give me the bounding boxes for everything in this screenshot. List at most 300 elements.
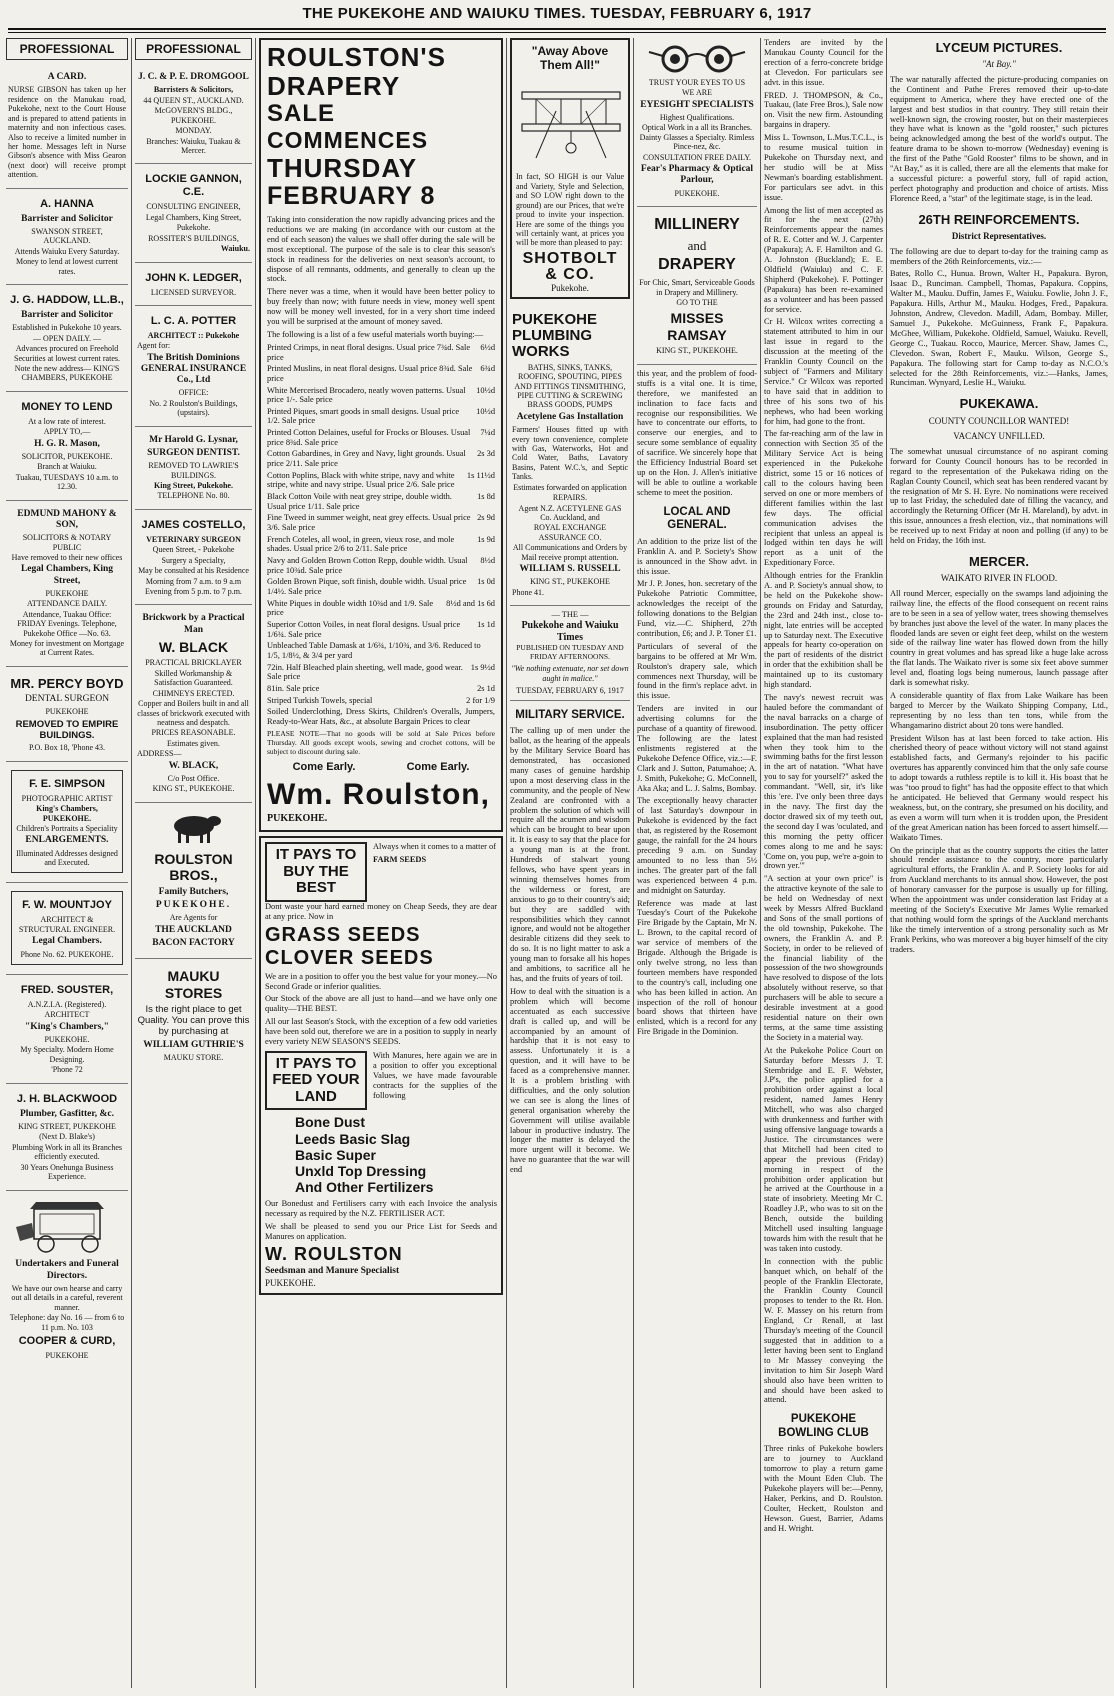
ad-name: COOPER & CURD, bbox=[18, 1335, 116, 1348]
ad-optical: Optical Work in a all its Branches. Dainty Glasses a Specialty. Rimless Pince-nez, &c. bbox=[639, 123, 755, 152]
ad-name: J. G. HADDOW, LL.B., bbox=[10, 294, 124, 307]
ad-dromgool bbox=[135, 64, 252, 164]
column-rule bbox=[255, 38, 256, 1688]
ad-name: J. H. BLACKWOOD bbox=[16, 1092, 118, 1105]
ad-sub: SOLICITORS & NOTARY PUBLIC bbox=[22, 533, 112, 552]
sale-item-price: 8½d bbox=[480, 556, 495, 565]
grass-seeds: GRASS SEEDS bbox=[265, 923, 421, 946]
ad-simpson bbox=[6, 762, 128, 884]
ad-spec: Children's Portraits a Speciality bbox=[16, 823, 118, 833]
ad-drapery: DRAPERY bbox=[658, 256, 736, 274]
sale-item-price: 2 for 1/9 bbox=[466, 695, 495, 705]
ad-goto: GO TO THE bbox=[676, 297, 718, 307]
ad-name: MR. PERCY BOYD bbox=[10, 675, 124, 691]
article-paragraph: The war naturally affected the picture-producing companies on the Continent and Pathe Freres removed their up-to-date equipment to America, where they have erected one of the largest and best studios in that country. They still retain their well-known sign, the crowing rooster, but on their masterpieces they have what is known as the "gold rooster," such pictures being acknowledged among the best of the world's output. The feature drama to be shown to-morrow (Wednesday) evening is the first of the Pathe "Gold Rooster" films to be shown, and in "At Bay," as it is called, there are all the elements that make for a successful picture: a powerful story, full of rapid action, perfect photography and production and choice of artists. Miss Florence Reed, a "star" of the legitimate stage, is in the lead. bbox=[890, 74, 1108, 203]
ad-office: Legal Chambers, King Street, bbox=[20, 564, 114, 586]
ad-name: EDMUND MAHONY & SON, bbox=[17, 508, 117, 530]
ad-head: TRUST YOUR EYES TO US bbox=[648, 77, 746, 87]
article-paragraph: Mr J. P. Jones, hon. secretary of the Pukekohe Patriotic Committee, acknowledges the receipt of the following donations to the Belgian Fund, viz.—C. Shipherd, 27th contribution, £6; and J. P. Toner £1. bbox=[637, 579, 757, 638]
article-paragraph: Tenders are invited by the Manukau County Council for the erection of a ferro-concrete bridge at Clevedon. For particulars see advt. in this issue. bbox=[764, 38, 883, 87]
ad-addr: SWANSON STREET, AUCKLAND. bbox=[31, 226, 103, 246]
sale-item-price: 8½d and 1s 6d bbox=[446, 598, 495, 608]
article-subhead: "At Bay." bbox=[982, 59, 1016, 70]
masthead-rule-thin bbox=[8, 32, 1106, 33]
fertilizer-item: Bone Dust bbox=[295, 1114, 365, 1131]
sale-item-desc: Printed Crimps, in neat floral designs. Usual price 7¾d. Sale price bbox=[267, 342, 471, 362]
ad-town: PUKEKOHE bbox=[45, 588, 89, 598]
biplane-illustration bbox=[516, 76, 626, 168]
ad-name: MISSES RAMSAY bbox=[667, 310, 727, 343]
ad-chimneys: CHIMNEYS ERECTED. bbox=[152, 688, 235, 698]
column-rule bbox=[633, 38, 634, 1688]
ad-millinery: MILLINERY bbox=[654, 216, 740, 234]
ad-place: McGOVERN'S BLDG., PUKEKOHE. bbox=[154, 106, 233, 125]
ad-consult: May be consulted at his Residence bbox=[138, 566, 249, 576]
sale-item-price: 10½d bbox=[476, 406, 495, 416]
ad-addr: KING STREET, PUKEKOHE bbox=[18, 1121, 116, 1131]
ad-town: PUKEKOHE bbox=[45, 1351, 89, 1361]
ad-name: JOHN K. LEDGER, bbox=[145, 271, 242, 284]
ad-name: W. BLACK bbox=[158, 638, 229, 655]
article-heading: LYCEUM PICTURES. bbox=[935, 40, 1063, 55]
sale-title: DRAPERY bbox=[267, 71, 401, 101]
column-roulston-sale bbox=[259, 38, 503, 1690]
sale-item-desc: Black Cotton Voile with neat grey stripe, double width. Usual price 1/11. Sale price bbox=[267, 492, 452, 511]
ad-bacon: BACON FACTORY bbox=[152, 937, 235, 948]
ad-legal: Legal Chambers, King Street, bbox=[145, 212, 242, 222]
ad-sub: Family Butchers, bbox=[158, 886, 229, 897]
article-paragraph: Miss L. Townson, L.Mus.T.C.L., is to resume musical tuition in Pukekohe on Thursday next, and her studio will be at Miss Newman's boarding establishment. For particulars see advt. in this issue. bbox=[764, 133, 883, 202]
ad-name: MONEY TO LEND bbox=[21, 400, 113, 413]
ad-addr: No. 2 Roulston's Buildings, (upstairs). bbox=[149, 398, 238, 418]
sale-item-price: 1s 8d bbox=[477, 492, 495, 502]
ad-rate: At a low rate of interest. bbox=[28, 416, 106, 426]
ad-office: OFFICE: bbox=[178, 388, 209, 398]
ad-name: MAUKU STORES bbox=[164, 968, 223, 1001]
column-6 bbox=[764, 38, 883, 1690]
ad-name: JAMES COSTELLO, bbox=[141, 518, 246, 531]
ad-comms: All Communications and Orders by Mail receive prompt attention. bbox=[512, 543, 628, 562]
ad-exp: 30 Years Onehunga Business Experience. bbox=[20, 1162, 114, 1182]
pays-text: Always when it comes to a matter of bbox=[373, 842, 497, 852]
ad-phone: Telephone: day No. 16 — from 6 to 11 p.m. No. 103 bbox=[9, 1313, 125, 1332]
ad-estimates: Estimates forwarded on application bbox=[513, 482, 627, 492]
ad-name: J. C. & P. E. DROMGOOL bbox=[138, 72, 249, 83]
article-paragraph: The navy's newest recruit was hauled before the commandant of the naval barracks on a charge of insubordination. The petty officer explained that the man had resisted when they took him to the swimming baths for the first lesson in the art of natation. "What have you to say for yourself?" asked the commandant. "Well, sir, it's like this 'ere. I've only been three days in the navy. The first day the doctor drawed six of my teeth out, the second day I was 'oculated, and this morning the petty officer comes along to me and he says: 'Come on, you pup, we're a-goin to drown yer.'" bbox=[764, 693, 883, 871]
ad-waiuku: Waiuku. bbox=[220, 244, 250, 254]
sale-title: THURSDAY bbox=[267, 153, 418, 183]
article-paragraph: Among the list of men accepted as fit for the next (27th) Reinforcements appear the names of R. E. Cotter and W. J. Carpenter (Papakura); A. F. Hamilton and G. A. Johnston (Buckland); E. E. Oldfield (Waiuku) and C. F. Shipherd (Pukekohe). F. Pottinger (Papakura) has been re-examined as a volunteer and has been passed for service. bbox=[764, 205, 883, 314]
article-paragraph: FRED. J. THOMPSON, & Co., Tuakau, (late Free Bros.), Sale now on. Visit the new firm. Astounding bargains in drapery. bbox=[764, 90, 883, 130]
sale-item bbox=[267, 364, 495, 383]
article-heading: MILITARY SERVICE. bbox=[515, 708, 625, 721]
ad-spec: My Specialty. Modern Home Designing. bbox=[20, 1045, 114, 1064]
ad-daily: ATTENDANCE DAILY. bbox=[27, 599, 107, 609]
seeds-sub: Seedsman and Manure Specialist bbox=[265, 1265, 400, 1276]
sale-item-price: 6¾d bbox=[480, 364, 495, 374]
ad-name: F. E. SIMPSON bbox=[29, 777, 105, 790]
ad-w-roulston-seeds bbox=[259, 836, 503, 1295]
ad-removed: REMOVED TO EMPIRE BUILDINGS. bbox=[15, 718, 119, 742]
article-paragraph: Although entries for the Franklin A. and P. Society's annual show, to be held on the Pukekohe show-grounds on Friday and Saturday, the 23rd and 24th inst., close to-night, late entries will be accepted up to Saturday next. The Executive appeals for hearty co-operation on the part of residents of the district in order that the exhibition shall be maintained up to its customary high standard. bbox=[764, 571, 883, 690]
column-rule bbox=[506, 38, 507, 1688]
fertilizer-item: Unxld Top Dressing bbox=[295, 1162, 427, 1179]
sale-item-desc: White Piques in double width 10¾d and 1/9. Sale price bbox=[267, 598, 434, 618]
ad-town: PUKEKOHE. bbox=[674, 188, 720, 198]
article-subhead: District Representatives. bbox=[951, 231, 1047, 242]
ad-sol: SOLICITOR, PUKEKOHE. bbox=[21, 451, 113, 461]
times-title: Pukekohe and Waiuku Times bbox=[521, 620, 619, 643]
ad-percy-boyd bbox=[6, 667, 128, 762]
ad-phone: TELEPHONE No. 80. bbox=[157, 491, 230, 501]
ad-address: ADDRESS— bbox=[137, 749, 182, 759]
sale-item-price: 6½d bbox=[480, 342, 495, 352]
ad-potter bbox=[135, 306, 252, 427]
pays-text: With Manures, here again we are in a position to offer you exceptional Values, we have made favourable contracts for the supplies of the following bbox=[373, 1050, 497, 1100]
ad-rossiter: ROSSITER'S BUILDINGS, bbox=[148, 233, 239, 243]
ad-town: PUKEKOHE bbox=[45, 707, 89, 717]
sale-item-desc: Printed Muslins, in neat floral designs. Usual price 8¾d. Sale price bbox=[267, 364, 473, 383]
article-paragraph: On the principle that as the country supports the cities the latter should render assistance to the country, more particularly agricultural efforts, the Franklin A. and P. Society looks for aid from Auckland merchants to its annual show. However, the post of honorary canvasser for the purpose is usually up for filling. When the appointment was under consideration last Friday at a meeting of the Society's Executive Mr James Wylie remarked that nothing would form the springs of the Auckland merchants like the timely intervention of a strong personality such as Mr Frank Perkins, who was moreover a big buyer himself of the city traders. bbox=[890, 845, 1108, 954]
sale-title: FEBRUARY 8 bbox=[267, 182, 436, 210]
ad-skill: Skilled Workmanship & Satisfaction Guaranteed. bbox=[154, 668, 233, 688]
sale-intro: Taking into consideration the now rapidly advancing prices and the reductions we are making (in accordance with our custom at the end of each season) the values we shall offer during the sale will be most exceptional. The purpose of the sale is to clear this season's stock in readiness for the deliveries on next season's account, to dispose of all remnants, oddments, and generally to clean up the stock. bbox=[267, 215, 495, 284]
ad-russell-addr: KING ST., PUKEKOHE bbox=[530, 577, 610, 587]
ad-sub: Undertakers and Funeral Directors. bbox=[15, 1259, 119, 1281]
pays-box: IT PAYS TO BUY THE BEST bbox=[265, 842, 367, 902]
ad-w-black bbox=[135, 605, 252, 802]
ad-roulstons-drapery-sale bbox=[259, 38, 503, 832]
masthead-rule bbox=[8, 28, 1106, 30]
ad-sub: Plumber, Gasfitter, &c. bbox=[19, 1108, 115, 1119]
sale-item bbox=[267, 513, 495, 532]
ad-money: Money for investment on Mortgage at Current Rates. bbox=[9, 639, 125, 658]
sale-item-desc: Cotton Gabardines, in Grey and Navy, light grounds. Usual price 2/11. Sale price bbox=[267, 449, 466, 469]
come-early: Come Early. bbox=[292, 760, 356, 773]
ad-addr: 44 QUEEN ST., AUCKLAND. bbox=[143, 95, 244, 105]
column-professional-1 bbox=[6, 38, 128, 1690]
sale-item-price: 1s 9½d bbox=[470, 662, 495, 672]
ad-street: KING ST., PUKEKOHE. bbox=[152, 784, 235, 794]
pays-box: IT PAYS TO FEED YOUR LAND bbox=[265, 1051, 367, 1111]
ad-sub: PRACTICAL BRICKLAYER bbox=[145, 658, 242, 668]
sale-item bbox=[267, 663, 495, 682]
article-paragraph: this year, and the problem of food-stuffs is a vital one. It is time, therefore, we manifested an inclination to face facts and recognise our responsibilities. We have to concentrate our efforts, to conserve our energies, and to secure some semblance of equality of sacrifice. We sincerely hope that the Efficiency Industrial Board set up on the Hon. J. Allen's initiative will be able to outline a workable scheme to meet the position. bbox=[637, 368, 757, 497]
sale-item bbox=[267, 599, 495, 618]
ad-acetylene-text: Farmers' Houses fitted up with every town convenience, complete with Gas, Waterworks, Hot and Cold Water, Baths, Lavatory Basins, Patent W.C.'s, and Septic Tanks. bbox=[512, 425, 628, 482]
fert-text: Our Bonedust and Fertilisers carry with each Invoice the analysis necessary as required by the N.Z. FERTILISER ACT. bbox=[265, 1198, 497, 1218]
ad-title: A CARD. bbox=[47, 72, 87, 83]
ad-est: Estimates given. bbox=[167, 738, 220, 748]
ad-name: Mr Harold G. Lysnar, bbox=[149, 434, 238, 445]
article-heading: 26TH REINFORCEMENTS. bbox=[918, 211, 1080, 227]
ad-tuakau: Tuakau, TUESDAYS 10 a.m. to 12.30. bbox=[15, 472, 119, 492]
ad-fears: Fear's Pharmacy & Optical Parlour, bbox=[640, 164, 754, 186]
sale-item-price: 2s 9d bbox=[477, 513, 495, 523]
ad-and: and bbox=[687, 237, 707, 253]
bull-illustration bbox=[164, 809, 224, 845]
sale-item-desc: Unbleached Table Damask at 1/6¾, 1/10¾, and 3/6. Reduced to 1/5, 1/8½, & 3/4 per yard bbox=[267, 641, 481, 660]
sale-item bbox=[267, 471, 495, 490]
ad-spec: Surgery a Specialty, bbox=[161, 555, 226, 565]
ad-branch: Branch at Waiuku. bbox=[37, 462, 97, 472]
ad-name: A. HANNA bbox=[40, 197, 94, 210]
sale-item-desc: Cotton Poplins, Black with white stripe, navy and white stripe, white and navy stripe. Usual price 2/6. Sale price bbox=[267, 470, 455, 490]
ad-town: PUKEKOHE. bbox=[44, 1035, 90, 1045]
ad-we: WE ARE bbox=[682, 88, 712, 98]
ad-blackwood bbox=[6, 1084, 128, 1191]
ad-name2: W. BLACK, bbox=[168, 760, 219, 771]
column-4 bbox=[510, 38, 630, 1690]
ad-pukekohe-plumbing bbox=[510, 303, 630, 606]
article-paragraph: In connection with the public banquet which, on behalf of the people of the Franklin Electorate, the Franklin County Council proposes to tender to the Rt. Hon. W. F. Massey on his return from England, Cr Renall, at last Thursday's meeting of the Council suggested that in addition to a letter having been sent to England to Mr Massey conveying the invitation to him Sir Joseph Ward should also have been written to and should have been asked to attend. bbox=[764, 1256, 883, 1405]
sale-item-desc: 72in. Half Bleached plain sheeting, well made, good wear. Sale price bbox=[267, 662, 463, 682]
sale-item bbox=[267, 449, 495, 468]
ad-nurse-gibson bbox=[6, 64, 128, 189]
sale-item-desc: 81in. Sale price bbox=[267, 683, 320, 693]
article-paragraph: The somewhat unusual circumstance of no aspirant coming forward for County Council honours has to be recorded in regard to the representation of the Pukekawa riding on the Raglan County Council, which seat has been rendered vacant by the resignation of Mr S. H. Eyre. No nominations were received up to last Friday, the scheduled date of filling the vacancy, and accordingly the Returning Officer (Mr H. Mareland), by advt. in this issue, announces a fresh election, viz., that nominations will be received up to next Friday at noon and polling (if any) to be held on Friday, the 16th inst. bbox=[890, 446, 1108, 546]
ad-est: Established in Pukekohe 10 years. bbox=[12, 323, 122, 333]
sale-item-price: 7¼d bbox=[480, 428, 495, 438]
ad-agent: Agent N.Z. ACETYLENE GAS Co. Auckland, and bbox=[518, 503, 622, 522]
ad-next: (Next D. Blake's) bbox=[39, 1132, 95, 1142]
ad-removed: REMOVED TO LAWRIE'S BUILDINGS. bbox=[148, 461, 239, 480]
article-heading: MERCER. bbox=[969, 553, 1029, 569]
firm-name: Wm. Roulston, bbox=[267, 777, 490, 811]
article-paragraph: The calling up of men under the ballot, as the hearing of the appeals by the Military Service Board has demonstrated, has occasioned many cases of genuine hardship upon a most deserving class in the community, and the people of New Zealand are confronted with a problem the solution of which will require all the acumen and wisdom which can be brought to bear upon it. It is easy to say that the place for a young man is at the front. Hundreds of stalwart young fellows, who have spent years in winning themselves homes from the wilderness or forest, are anxious to go to their country's aid; but they are saddled with responsibilities which they cannot ignore, and would not be altogether desirable citizens did they seek to do so. It is no light matter to ask a young man to forsake all his hopes and ambitions, to sacrifice all he has, and the fruits of years of toil. bbox=[510, 726, 630, 983]
article-paragraph: Cr H. Wilcox writes correcting a statement attributed to him in our last issue in regard to the discussion at the meeting of the Franklin County Council on the subject of "Farmers and Military Service." Cr Wilcox was reported to have said that in addition to three of his sons two of his nephews, who had been working for him, had gone to the front. bbox=[764, 317, 883, 426]
seeds-text: All our last Season's Stock, with the exception of a few odd varieties have been sold out, therefore we are in a position to supply in nearly every variety NEW SEASON'S SEEDS. bbox=[265, 1017, 497, 1047]
ad-po: C/o Post Office. bbox=[167, 773, 220, 783]
ad-sub: CONSULTING ENGINEER, bbox=[146, 202, 241, 212]
column-rule bbox=[760, 38, 761, 1688]
article-paragraph: Three rinks of Pukekohe bowlers are to journey to Auckland tomorrow to play a return game with the Mount Eden Club. The Pukekohe players will be:—Penny, Haker, Perkins, and D. Roulston. Coulter, Heckett, Roulston and Hewson. Guest, Barrier, Adams and H. Wright. bbox=[764, 1444, 883, 1533]
sale-item-desc: Printed Cotton Delaines, useful for Frocks or Blouses. Usual price 8¾d. Sale price bbox=[267, 428, 471, 447]
ad-name: LOCKIE GANNON, C.E. bbox=[145, 173, 242, 199]
ad-text: Is the right place to get Quality. You can prove this by purchasing at bbox=[137, 1004, 250, 1038]
hearse-illustration bbox=[12, 1197, 122, 1255]
article-heading: PUKEKAWA. bbox=[959, 396, 1039, 412]
ad-sub: PHOTOGRAPHIC ARTIST bbox=[21, 793, 113, 803]
column-professional-2 bbox=[135, 38, 252, 1690]
ad-misses-ramsay bbox=[637, 207, 757, 365]
shotbolt-town: Pukekohe. bbox=[551, 282, 589, 293]
reinforcement-names: Bates, Rollo C., Hunua. Brown, Walter H., Papakura. Byron, Isaac D., Runciman. Campbell, Thomas, Papakura. Coppins, Walter M., Mauku. Duffin, James F., Waiuku. Fowlie, John J. F., Papakura. Hills, Arthur M., Mauku. Hodges, Fred., Papakura. Johnston, Andrew, Clevedon. Madill, Adam, Bombay. Miller, Samuel J., Pukekohe. McGuinness, Frank F., Papakura. McGhee, William, Pukekohe. Oldfield, Samuel, Waiuku. Revell, George C., Tuakau. Rocco, Maurice, Mercer. Shaw, James C., Clevedon. Swan, Robert F., Mauku. Wilson, George S., Papakura. The following start for Camp to-day as N.C.O.'s selected for the 28th Reinforcements, viz.:—Hanks, James, Runciman. Wynyard, Leslie H., Waiuku. bbox=[890, 269, 1108, 388]
sale-item-desc: Superior Cotton Voiles, in neat floral designs. Usual price 1/6¾. Sale price bbox=[267, 619, 461, 639]
sale-title: COMMENCES bbox=[267, 127, 429, 153]
ad-removed: Have removed to their new offices bbox=[11, 552, 123, 562]
editorial-masthead bbox=[510, 606, 630, 701]
sale-title: ROULSTON'S bbox=[267, 42, 446, 72]
sale-item-desc: Fine Tweed in summer weight, neat grey effects. Usual price 3/6. Sale price bbox=[267, 513, 471, 533]
sale-soiled: Soiled Underclothing, Dress Skirts, Children's Overalls, Jumpers, Ready-to-Wear Hats, &c., at absolute Bargain Prices to clear bbox=[267, 707, 495, 727]
article-paragraph: The following are due to depart to-day for the training camp as members of the 26th Reinforcements, viz.:— bbox=[890, 246, 1108, 266]
ad-haddow bbox=[6, 285, 128, 392]
spectacles-icon bbox=[647, 44, 747, 74]
sale-item-price: 1s 9d bbox=[477, 534, 495, 544]
article-subhead: COUNTY COUNCILLOR WANTED! bbox=[928, 415, 1070, 426]
farm-seeds: FARM SEEDS bbox=[373, 855, 427, 865]
ad-acetylene: Acetylene Gas Installation bbox=[516, 411, 624, 422]
ad-town: PUKEKOHE. bbox=[155, 899, 232, 910]
shotbolt-name: SHOTBOLT & CO. bbox=[522, 249, 618, 283]
away-title: "Away Above Them All!" bbox=[531, 44, 609, 73]
ad-tuakau: Attendance, Tuakau Office: FRIDAY Evenings. Telephone, Pukekohe Office —No. 63. bbox=[17, 609, 117, 638]
article-paragraph: Reference was made at last Tuesday's Court of the Pukekohe Fire Brigade by the Captain, Mr N. L. Brown, to the capital record of war service of members of the Brigade. Although the Brigade is only twelve strong, no less than fourteen members have responded to the country's call, including one who has been killed in action. An inspection of the roll of honour board shows that thirteen have enlisted, which is a record for any Fire Brigade in the Dominion. bbox=[637, 898, 757, 1037]
article-subhead: WAIKATO RIVER IN FLOOD. bbox=[940, 573, 1058, 584]
ad-mountjoy bbox=[6, 883, 128, 974]
fertilizer-item: Basic Super bbox=[295, 1146, 376, 1163]
fertilizer-item: Leeds Basic Slag bbox=[295, 1130, 411, 1147]
sale-notice: PLEASE NOTE—That no goods will be sold at Sale Prices before Thursday. All goods except wools, sewing and crochet cottons, will be subject to discount during sale. bbox=[267, 729, 495, 756]
ad-mahony bbox=[6, 501, 128, 667]
ad-repairs: REPAIRS. bbox=[552, 493, 588, 503]
ad-attends: Attends Waiuku Every Saturday. bbox=[14, 246, 120, 256]
article-paragraph: All round Mercer, especially on the swamps land adjoining the railway line, the effects of the flood consequent on recent rains are to be seen in a sea of yellow water, trees showing themselves by branches just above the level of the water. In many places the flooded lands are seven or eight feet deep, whilst on the western side of the railway line water has flowed down from the hilly country in great volumes and has spread like a huge lake across the flat lands. The Waikato river is some six feet above summer level and, floating logs being numerous, launch passage after dark is somewhat risky. bbox=[890, 588, 1108, 688]
article-heading: PUKEKOHE BOWLING CLUB bbox=[778, 1413, 869, 1439]
seeds-town: PUKEKOHE. bbox=[265, 1277, 316, 1288]
sale-item bbox=[267, 556, 495, 575]
ad-text: For Chic, Smart, Serviceable Goods in Drapery and Millinery. bbox=[639, 278, 755, 297]
ad-name: ROULSTON BROS., bbox=[154, 850, 233, 884]
ad-money: Money to lend at lowest current rates. bbox=[16, 257, 118, 276]
sale-item-desc: Golden Brown Pique, soft finish, double width. Usual price 1/4½. Sale price bbox=[267, 577, 467, 596]
ad-sub: SURGEON DENTIST. bbox=[147, 447, 240, 458]
times-the: — THE — bbox=[551, 610, 589, 620]
times-pub: PUBLISHED ON TUESDAY AND FRIDAY AFTERNOONS. bbox=[516, 642, 624, 661]
ad-sub: LICENSED SURVEYOR. bbox=[150, 287, 237, 297]
ad-ill: Illuminated Addresses designed and Executed. bbox=[16, 848, 118, 868]
sale-item bbox=[267, 684, 495, 694]
ad-place: Legal Chambers. bbox=[32, 936, 102, 947]
ad-work: Plumbing Work in all its Branches efficiently executed. bbox=[11, 1142, 123, 1162]
column-rule bbox=[131, 38, 132, 1688]
ad-sub: Barrister and Solicitor bbox=[21, 310, 113, 321]
ad-town: Pukekohe. bbox=[176, 223, 211, 233]
seeds-firm: W. ROULSTON bbox=[265, 1243, 403, 1264]
ad-sub: Barrister and Solicitor bbox=[21, 213, 113, 224]
sale-item-price: 1s 0d bbox=[477, 577, 495, 587]
ad-lockie-gannon bbox=[135, 164, 252, 262]
sale-item-desc: Striped Turkish Towels, special bbox=[267, 695, 373, 705]
times-date: TUESDAY, FEBRUARY 6, 1917 bbox=[516, 686, 624, 696]
ad-royal: ROYAL EXCHANGE ASSURANCE CO. bbox=[533, 523, 607, 542]
masthead: THE PUKEKOHE AND WAIUKU TIMES. TUESDAY, FEBRUARY 6, 1917 bbox=[302, 5, 812, 22]
section-header: PROFESSIONAL bbox=[135, 38, 252, 60]
ad-russell-phone: Phone 41. bbox=[512, 587, 544, 597]
article-paragraph: "A section at your own price" is the attractive keynote of the sale to be held on Wednesday of next week by Messrs Alfred Buckland and Sons of the small portions of the old township, Pukekohe. The owners, the Franklin A. and P. Society, in order to be relieved of the financial liability of the possession of the two showgrounds have resolved to dispose of the lots absolutely without reserve, so that purchasers will be able to secure a desirable investment at a good residential nature on their own terms, at the same time assisting the Society in a material way. bbox=[764, 874, 883, 1042]
ad-copper: Copper and Boilers built in and all classes of brickwork executed with neatness and despatch. bbox=[137, 699, 250, 728]
sale-item bbox=[267, 428, 495, 447]
ad-arch: ARCHITECT bbox=[44, 1010, 90, 1020]
ad-place: King's Chambers, PUKEKOHE. bbox=[36, 804, 98, 823]
sale-item-desc: Printed Piques, smart goods in small designs. Usual price 1/2. Sale price bbox=[267, 406, 460, 426]
ad-name: FRED. SOUSTER, bbox=[20, 983, 114, 996]
ad-open: — OPEN DAILY. — bbox=[33, 333, 101, 343]
sale-item bbox=[267, 343, 495, 362]
times-motto: "We nothing extenuate, nor set down aught in malice." bbox=[511, 664, 629, 683]
ad-money-to-lend bbox=[6, 392, 128, 501]
ad-store: MAUKU STORE. bbox=[163, 1052, 224, 1062]
away-text: In fact, SO HIGH is our Value and Variety, Style and Selection, and SO LOW right down to the ground) are our Prices, that we're proud to invite your inspection. Here are some of the things you will certainly want, at prices you will be more than pleased to pay: bbox=[516, 172, 624, 248]
ad-agents-the: THE AUCKLAND bbox=[155, 924, 232, 935]
ad-street: King Street, Pukekohe. bbox=[154, 481, 233, 490]
ad-hours: Morning from 7 a.m. to 9 a.m bbox=[145, 576, 242, 586]
column-7 bbox=[890, 38, 1108, 1690]
ad-head: Brickwork by a Practical Man bbox=[142, 613, 245, 635]
ad-ledger bbox=[135, 263, 252, 306]
column-5 bbox=[637, 38, 757, 1690]
ad-eyesight bbox=[637, 38, 757, 207]
sale-item-list bbox=[267, 343, 495, 705]
ad-consult: CONSULTATION FREE DAILY. bbox=[642, 152, 752, 162]
sale-item-price: 2s 3d bbox=[477, 449, 495, 459]
sale-item bbox=[267, 535, 495, 554]
ad-addr: Note the new address— KING'S CHAMBERS, PUKEKOHE bbox=[14, 364, 120, 383]
article-paragraph: Tenders are invited in our advertising columns for the purchase of a quantity of firewood. The following are the latest enlistments registered at the Pukekohe Defence Office, viz.:—F. Clark and J. Sutton, Patumahoe; A. J. Smith, Pukekohe; G. McConnell, Aka Aka; and L. J. Salms, Bombay. bbox=[637, 704, 757, 793]
seeds-text: We are in a position to offer you the best value for your money.—No Second Grade or inferior qualities. bbox=[265, 971, 497, 991]
ad-company: The British Dominions GENERAL INSURANCE Co., Ltd bbox=[140, 352, 247, 386]
seeds-text: Our Stock of the above are all just to hand—and we have only one quality—THE BEST. bbox=[265, 994, 497, 1014]
ad-mauku-stores bbox=[135, 959, 252, 1070]
ad-agent: Agent for: bbox=[137, 341, 171, 351]
ad-roulston-bros bbox=[135, 803, 252, 959]
ad-hours: Evening from 5 p.m. to 7 p.m. bbox=[145, 587, 242, 597]
section-header: PROFESSIONAL bbox=[6, 38, 128, 60]
fert-text: We shall be pleased to send you our Price List for Seeds and Manures on application. bbox=[265, 1221, 497, 1241]
article-paragraph: At the Pukekohe Police Court on Saturday before Messrs J. T. Stembridge and E. F. Webster, J.P's, the police applied for a prohibition order against a local resident, named James Henry Mitchell, who was also charged with drunkenness and further with using offensive language towards a Justice. The circumstances were that Mitchell had been cited to appear the previous (Friday) morning in respect of the prohibition order application but he arrived at the Courthouse in a state of insobriety. Meeting Mr C. Roadley J.P., who was to sit on the Bench, outside the building Mitchell used insulting language towards him with the result that he was taken into custody. bbox=[764, 1045, 883, 1253]
ad-agents: Are Agents for bbox=[169, 913, 218, 923]
come-early: Come Early. bbox=[406, 760, 470, 773]
ad-street: Queen Street, - Pukekohe bbox=[152, 545, 235, 555]
ad-russell: WILLIAM S. RUSSELL bbox=[519, 564, 621, 575]
ad-cooper-curd bbox=[6, 1191, 128, 1369]
sale-item-desc: White Mercerised Brocadero, neatly woven patterns. Usual price 1/-. Sale price bbox=[267, 385, 466, 405]
ad-mason: H. G. R. Mason, bbox=[34, 438, 100, 449]
sale-item bbox=[267, 386, 495, 405]
ad-box: P.O. Box 18, 'Phone 43. bbox=[28, 743, 106, 753]
ad-sub: DENTAL SURGEON bbox=[24, 694, 110, 705]
ad-place: "King's Chambers," bbox=[25, 1021, 109, 1032]
sale-item bbox=[267, 696, 495, 706]
ad-text: NURSE GIBSON has taken up her residence on the Manukau road, Pukekohe, next to the Court House and is prepared to attend patients in maternity and non infectious cases. Also to receive a limited number in her home. Messages left in Nurse Gibson's absence with Miss Gearon (next door) will receive prompt attention. bbox=[8, 85, 126, 180]
article-paragraph: A considerable quantity of flax from Lake Waikare has been barged to Mercer by the Waikato Shipping Company, Ltd., representing by no less than ten tons, while from the Whangamarino district about 20 tons were handled. bbox=[890, 690, 1108, 730]
sale-item-price: 2s 1d bbox=[477, 683, 495, 693]
ad-name: PUKEKOHE PLUMBING WORKS bbox=[512, 311, 598, 360]
ad-owner: WILLIAM GUTHRIE'S bbox=[143, 1039, 244, 1050]
ad-sub: Barristers & Solicitors, bbox=[153, 85, 234, 95]
ad-branches: Branches: Waiuku, Tuakau & Mercer. bbox=[146, 136, 241, 155]
ad-lysnar bbox=[135, 427, 252, 510]
ad-sub: ARCHITECT :: Pukekohe bbox=[147, 330, 240, 340]
article-paragraph: An addition to the prize list of the Franklin A. and P. Society's Show is announced in the Show advt. in this issue. bbox=[637, 536, 757, 576]
sale-item-price: 10½d bbox=[476, 385, 495, 395]
article-paragraph: President Wilson has at last been forced to take action. His cherished theory of peace without victory will not stand against established facts, and Germany's rejoinder to his pacific overtures has apparently convinced him that the only safe course to adopt towards a ruthless reptile is to kill it. His boast that he was "too proud to fight" has had the opposite effect to that which he anticipated. He believed that Germany would respect his weakness, but, on the contrary, she presumed on his docility, and as even a worm will turn when it is trodden upon, the President of the great American nation has been forced to assert himself.—Waikato Times. bbox=[890, 733, 1108, 842]
sale-item bbox=[267, 407, 495, 426]
ad-addr: KING ST., PUKEKOHE. bbox=[656, 346, 738, 356]
sale-intro: The following is a list of a few useful materials worth buying:— bbox=[267, 329, 484, 339]
sale-item bbox=[267, 577, 495, 596]
ad-sub: VETERINARY SURGEON bbox=[146, 534, 241, 544]
sale-item-desc: Navy and Golden Brown Cotton Repp, double width. Usual price 10¾d. Sale price bbox=[267, 556, 468, 575]
ad-sub: ARCHITECT & STRUCTURAL ENGINEER. bbox=[18, 915, 116, 934]
clover-seeds: CLOVER SEEDS bbox=[265, 946, 434, 969]
ad-apply: APPLY TO,— bbox=[43, 427, 91, 437]
ad-text: We have our own hearse and carry out all details in a careful, reverent manner. bbox=[11, 1283, 123, 1312]
ad-phone: 'Phone 72 bbox=[51, 1065, 83, 1075]
column-rule bbox=[886, 38, 887, 1688]
article-heading: LOCAL AND GENERAL. bbox=[663, 505, 731, 532]
